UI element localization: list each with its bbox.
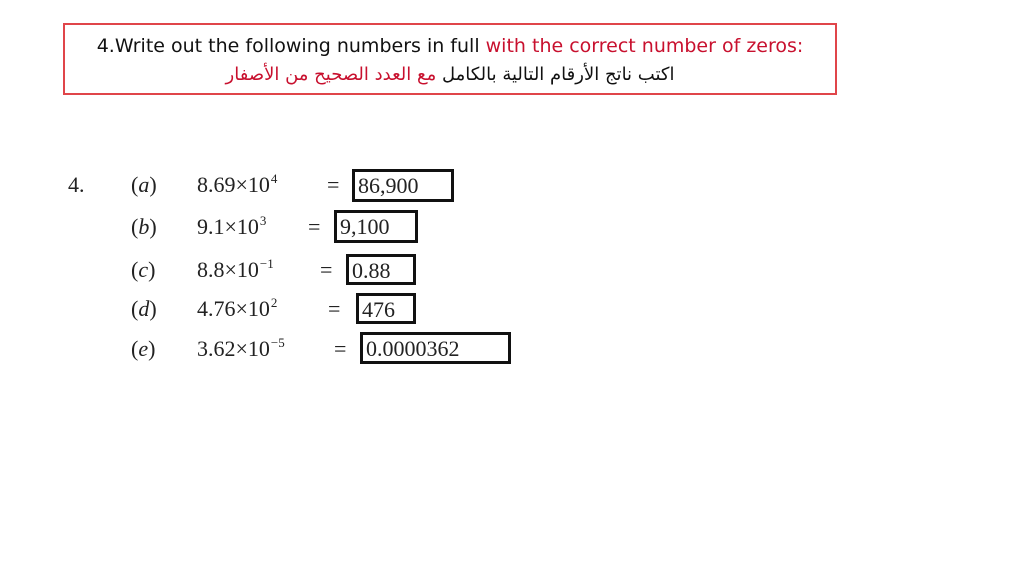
item-expression: $9.1\times 10^3$ [197,213,267,239]
item-letter: (a) [131,172,157,197]
equals-sign: = [308,214,321,239]
instruction-english-text: 4.Write out the following numbers in full [96,35,486,57]
item-expression: $8.69\times 10^4$ [197,171,278,197]
item-letter: (b) [131,214,157,239]
answer-box: 476 [356,293,416,324]
problem-number: 4. [68,172,85,197]
item-letter: (e) [131,336,156,361]
instruction-english-highlight: with the correct number of zeros: [485,35,804,57]
answer-box: 0.88 [346,254,416,285]
item-expression: $4.76\times 10^2$ [197,295,278,321]
answer-box: 0.0000362 [360,332,511,364]
equals-sign: = [327,172,340,197]
answer-box: 9,100 [334,210,418,243]
item-expression: $3.62\times 10^{-5}$ [197,335,285,361]
instruction-arabic-highlight: مع العدد الصحيح من الأصفار [225,64,437,85]
equals-sign: = [328,296,341,321]
equals-sign: = [320,257,333,282]
equals-sign: = [334,336,347,361]
answer-box: 86,900 [352,169,454,202]
instruction-arabic-text: اكتب ناتج الأرقام التالية بالكامل [436,64,675,85]
item-letter: (c) [131,257,156,282]
item-expression: $8.8\times 10^{-1}$ [197,256,274,282]
item-letter: (d) [131,296,157,321]
